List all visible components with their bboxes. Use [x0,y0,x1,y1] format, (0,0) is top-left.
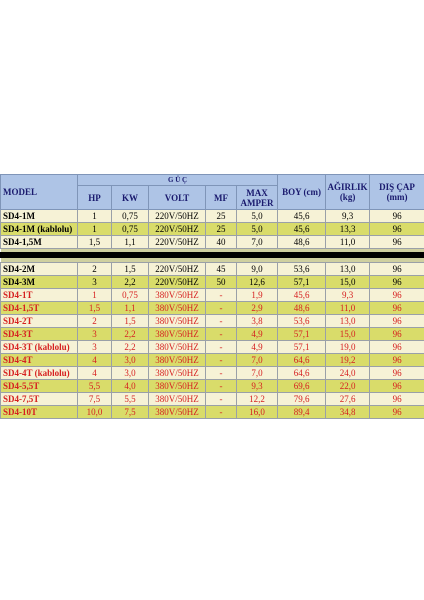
header-dis-cap: DIŞ ÇAP (mm) [370,175,424,210]
cell-cap: 96 [370,393,424,406]
cell-kw: 3,0 [112,354,149,367]
cell-agirlik: 9,3 [326,210,370,223]
cell-boy: 53,6 [278,263,326,276]
cell-agirlik: 15,0 [326,276,370,289]
cell-mf: - [206,380,237,393]
cell-hp: 4 [78,367,112,380]
cell-volt: 380V/50HZ [149,393,206,406]
table-row [1,341,424,354]
cell-hp: 10,0 [78,406,112,419]
cell-agirlik: 27,6 [326,393,370,406]
cell-kw: 2,2 [112,341,149,354]
cell-boy: 45,6 [278,289,326,302]
cell-mf: - [206,354,237,367]
table-row [1,289,424,302]
cell-cap: 96 [370,367,424,380]
cell-mf: 45 [206,263,237,276]
cell-agirlik: 19,0 [326,341,370,354]
cell-amper: 7,0 [237,236,278,249]
cell-cap: 96 [370,341,424,354]
cell-boy: 57,1 [278,341,326,354]
cell-cap: 96 [370,354,424,367]
cell-mf: - [206,406,237,419]
header-boy: BOY (cm) [278,175,326,210]
cell-model: SD4-4T [1,354,78,367]
cell-amper: 3,8 [237,315,278,328]
table-row [1,406,424,419]
cell-agirlik: 22,0 [326,380,370,393]
header-guc: G Ü Ç [78,175,278,186]
cell-volt: 380V/50HZ [149,341,206,354]
cell-amper: 1,9 [237,289,278,302]
cell-model: SD4-1,5M [1,236,78,249]
cell-mf: - [206,289,237,302]
cell-boy: 79,6 [278,393,326,406]
cell-kw: 2,2 [112,328,149,341]
table-row [1,276,424,289]
cell-kw: 4,0 [112,380,149,393]
cell-agirlik: 13,0 [326,315,370,328]
cell-volt: 380V/50HZ [149,289,206,302]
cell-agirlik: 13,0 [326,263,370,276]
table-row [1,210,424,223]
cell-boy: 45,6 [278,210,326,223]
cell-volt: 380V/50HZ [149,315,206,328]
cell-amper: 7,0 [237,354,278,367]
cell-kw: 7,5 [112,406,149,419]
cell-model: SD4-7,5T [1,393,78,406]
cell-cap: 96 [370,328,424,341]
header-kw: KW [112,186,149,210]
cell-cap: 96 [370,263,424,276]
cell-amper: 9,3 [237,380,278,393]
cell-volt: 220V/50HZ [149,276,206,289]
header-model: MODEL [1,175,78,210]
cell-cap: 96 [370,406,424,419]
black-divider-bar [0,252,424,258]
cell-volt: 380V/50HZ [149,367,206,380]
cell-cap: 96 [370,380,424,393]
cell-amper: 4,9 [237,341,278,354]
cell-cap: 96 [370,315,424,328]
cell-agirlik: 11,0 [326,302,370,315]
cell-agirlik: 15,0 [326,328,370,341]
header-mf: MF [206,186,237,210]
cell-model: SD4-4T (kablolu) [1,367,78,380]
cell-agirlik: 24,0 [326,367,370,380]
cell-amper: 7,0 [237,367,278,380]
cell-model: SD4-2M [1,263,78,276]
cell-agirlik: 19,2 [326,354,370,367]
cell-cap: 96 [370,289,424,302]
cell-hp: 5,5 [78,380,112,393]
cell-agirlik: 11,0 [326,236,370,249]
cell-hp: 7,5 [78,393,112,406]
cell-kw: 0,75 [112,289,149,302]
cell-mf: - [206,328,237,341]
cell-volt: 220V/50HZ [149,210,206,223]
cell-amper: 2,9 [237,302,278,315]
cell-kw: 1,1 [112,236,149,249]
cell-kw: 1,5 [112,315,149,328]
cell-volt: 220V/50HZ [149,236,206,249]
cell-volt: 380V/50HZ [149,354,206,367]
cell-volt: 380V/50HZ [149,406,206,419]
cell-kw: 5,5 [112,393,149,406]
table-row [1,328,424,341]
cell-mf: 40 [206,236,237,249]
cell-boy: 69,6 [278,380,326,393]
cell-model: SD4-1,5T [1,302,78,315]
cell-volt: 380V/50HZ [149,302,206,315]
cell-kw: 0,75 [112,210,149,223]
cell-mf: 50 [206,276,237,289]
cell-hp: 3 [78,276,112,289]
cell-hp: 4 [78,354,112,367]
cell-cap: 96 [370,210,424,223]
cell-cap: 96 [370,223,424,236]
cell-boy: 64,6 [278,354,326,367]
cell-hp: 3 [78,341,112,354]
cell-model: SD4-3T [1,328,78,341]
table-row [1,367,424,380]
cell-mf: 25 [206,210,237,223]
cell-mf: 25 [206,223,237,236]
cell-boy: 57,1 [278,328,326,341]
spec-table-container [0,174,424,419]
cell-volt: 220V/50HZ [149,223,206,236]
cell-hp: 1 [78,223,112,236]
cell-amper: 5,0 [237,210,278,223]
cell-mf: - [206,315,237,328]
cell-model: SD4-3T (kablolu) [1,341,78,354]
cell-model: SD4-10T [1,406,78,419]
header-volt: VOLT [149,186,206,210]
cell-mf: - [206,393,237,406]
cell-hp: 2 [78,315,112,328]
cell-hp: 1 [78,289,112,302]
table-row [1,354,424,367]
cell-amper: 4,9 [237,328,278,341]
table-row [1,302,424,315]
cell-boy: 57,1 [278,276,326,289]
cell-hp: 1,5 [78,236,112,249]
cell-model: SD4-5,5T [1,380,78,393]
cell-hp: 1 [78,210,112,223]
table-row [1,380,424,393]
cell-amper: 12,6 [237,276,278,289]
cell-kw: 3,0 [112,367,149,380]
cell-cap: 96 [370,236,424,249]
cell-agirlik: 9,3 [326,289,370,302]
cell-kw: 1,1 [112,302,149,315]
cell-boy: 48,6 [278,236,326,249]
cell-mf: - [206,302,237,315]
cell-model: SD4-1M [1,210,78,223]
cell-boy: 89,4 [278,406,326,419]
cell-cap: 96 [370,276,424,289]
cell-boy: 48,6 [278,302,326,315]
table-row [1,236,424,249]
cell-model: SD4-2T [1,315,78,328]
cell-amper: 12,2 [237,393,278,406]
cell-amper: 16,0 [237,406,278,419]
cell-mf: - [206,341,237,354]
cell-cap: 96 [370,302,424,315]
cell-boy: 45,6 [278,223,326,236]
cell-boy: 64,6 [278,367,326,380]
header-max-amper: MAX AMPER [237,186,278,210]
cell-model: SD4-3M [1,276,78,289]
table-row [1,263,424,276]
cell-kw: 1,5 [112,263,149,276]
pump-spec-table [0,174,424,419]
cell-model: SD4-1M (kablolu) [1,223,78,236]
cell-model: SD4-1T [1,289,78,302]
cell-volt: 220V/50HZ [149,263,206,276]
header-agirlik: AĞIRLIK (kg) [326,175,370,210]
table-row [1,223,424,236]
cell-agirlik: 34,8 [326,406,370,419]
cell-hp: 1,5 [78,302,112,315]
cell-volt: 380V/50HZ [149,328,206,341]
cell-boy: 53,6 [278,315,326,328]
cell-amper: 5,0 [237,223,278,236]
table-row [1,315,424,328]
cell-hp: 3 [78,328,112,341]
header-hp: HP [78,186,112,210]
cell-mf: - [206,367,237,380]
cell-kw: 0,75 [112,223,149,236]
table-row [1,393,424,406]
cell-hp: 2 [78,263,112,276]
cell-amper: 9,0 [237,263,278,276]
cell-agirlik: 13,3 [326,223,370,236]
cell-volt: 380V/50HZ [149,380,206,393]
cell-kw: 2,2 [112,276,149,289]
